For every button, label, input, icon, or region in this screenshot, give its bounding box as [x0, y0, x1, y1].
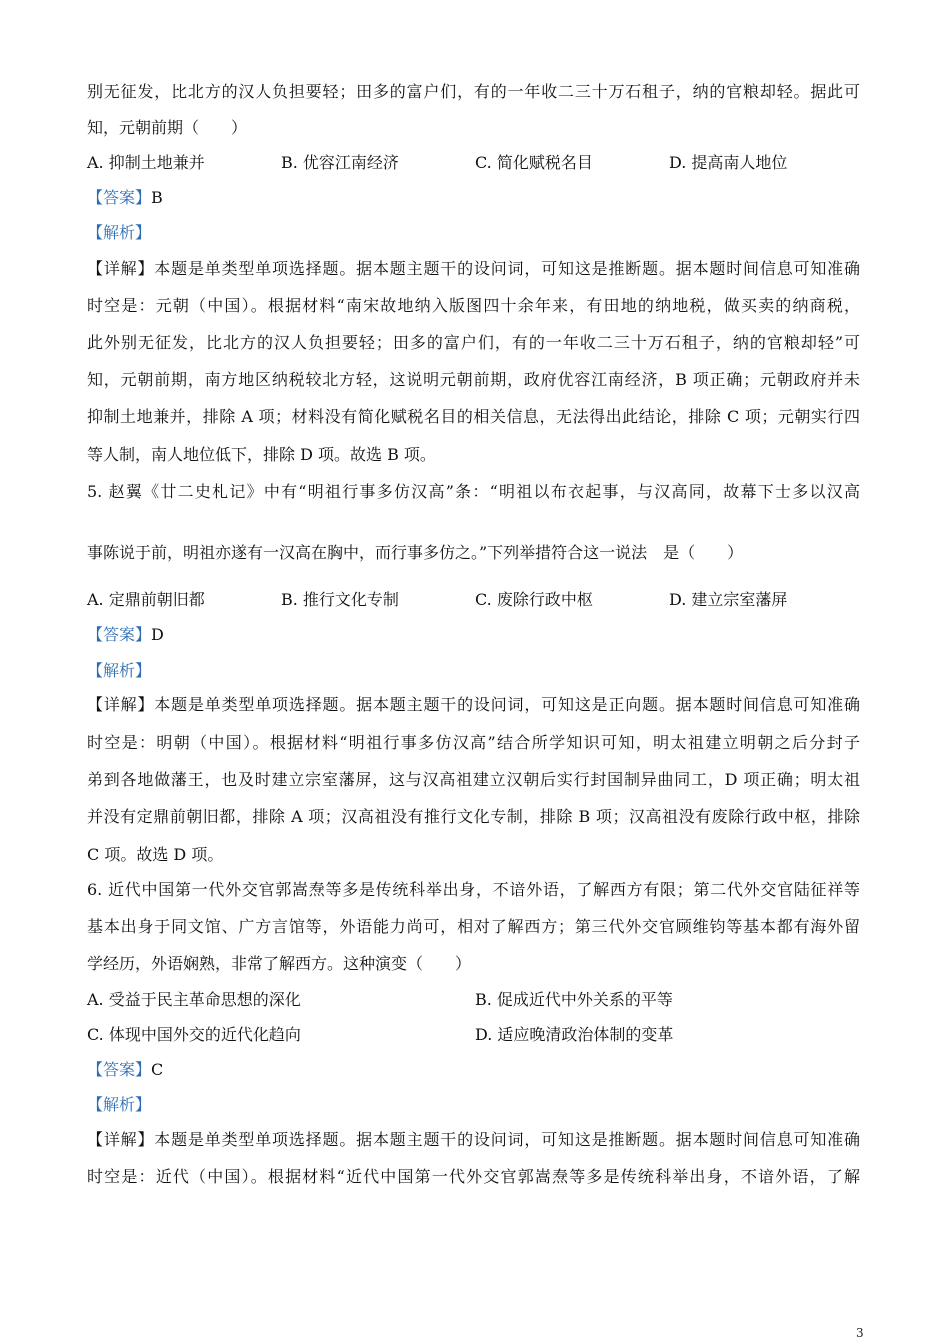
q4-detail-line-1: [87, 259, 860, 279]
q4-detail-line-3: 此外别无征发，比北方的汉人负担要轻；田多的富户们，有的一年收二三十万石租子，纳的官粮却轻”可: [87, 333, 860, 352]
q4-stem-line-2: 知，元朝前期（ ）: [87, 118, 248, 137]
q4-detail-line-4: 知，元朝前期，南方地区纳税较北方轻，这说明元朝前期，政府优容江南经济，B 项正确；元朝政府并未: [87, 370, 860, 389]
q5-answer-tag: 【答案】: [87, 625, 152, 644]
q6-option-c: C. 体现中国外交的近代化趋向: [87, 1025, 301, 1044]
q5-option-a: A. 定鼎前朝旧都: [87, 590, 205, 609]
q5-detail-text-1: 本题是单类型单项选择题。据本题主题干的设问词，可知这是正向题。据本题时间信息可知准确: [154, 695, 860, 714]
q4-detail-line-2: 时空是：元朝（中国）。根据材料“南宋故地纳入版图四十余年来，有田地的纳地税，做买卖的纳商税，: [87, 296, 860, 315]
q6-answer-value: C: [151, 1060, 164, 1079]
q5-answer-value: D: [151, 625, 164, 644]
q6-analysis-tag: 【解析】: [87, 1095, 152, 1114]
q4-detail-line-6: 等人制，南人地位低下，排除 D 项。故选 B 项。: [87, 445, 436, 464]
q4-analysis-tag: 【解析】: [87, 223, 152, 242]
q4-answer: [87, 188, 163, 208]
q5-option-b: B. 推行文化专制: [281, 590, 399, 609]
q5-answer: [87, 625, 164, 645]
q5-detail-line-2: 时空是：明朝（中国）。根据材料“明祖行事多仿汉高”结合所学知识可知，明太祖建立明朝之后分封子: [87, 733, 860, 752]
q5-analysis-heading: [87, 661, 151, 681]
q6-answer: [87, 1060, 163, 1080]
q6-stem-line-1: 6. 近代中国第一代外交官郭嵩焘等多是传统科举出身，不谙外语，了解西方有限；第二代外交官陆征祥等: [87, 880, 860, 899]
q4-option-a: A. 抑制土地兼并: [87, 153, 205, 172]
q4-option-c: C. 简化赋税名目: [475, 153, 593, 172]
q6-detail-line-2: 时空是：近代（中国）。根据材料“近代中国第一代外交官郭嵩焘等多是传统科举出身，不谙外语，了解: [87, 1167, 860, 1186]
q5-detail-line-4: 并没有定鼎前朝旧都，排除 A 项；汉高祖没有推行文化专制，排除 B 项；汉高祖没有废除行政中枢，排除: [87, 807, 860, 826]
q6-detail-text-1: 本题是单类型单项选择题。据本题主题干的设问词，可知这是推断题。据本题时间信息可知准确: [154, 1130, 860, 1149]
q4-analysis-heading: [87, 223, 151, 243]
q6-detail-line-1: [87, 1130, 860, 1150]
q6-analysis-heading: [87, 1095, 151, 1115]
q4-answer-value: B: [151, 188, 163, 207]
q5-detail-line-3: 弟到各地做藩王，也及时建立宗室藩屏，这与汉高祖建立汉朝后实行封国制异曲同工，D 项正确；明太祖: [87, 770, 860, 789]
q5-stem-line-2: 事陈说于前，明祖亦遂有一汉高在胸中，而行事多仿之。”下列举措符合这一说法 是（ ）: [87, 543, 744, 562]
q5-option-d: D. 建立宗室藩屏: [669, 590, 788, 609]
q4-option-d: D. 提高南人地位: [669, 153, 788, 172]
q5-detail-line-1: [87, 695, 860, 715]
q5-stem-line-1: 5. 赵翼《廿二史札记》中有“明祖行事多仿汉高”条：“明祖以布衣起事，与汉高同，故幕下士多以汉高: [87, 482, 860, 501]
q4-detail-line-5: 抑制土地兼并，排除 A 项；材料没有简化赋税名目的相关信息，无法得出此结论，排除 C 项；元朝实行四: [87, 407, 860, 426]
page-number: 3: [856, 1326, 864, 1340]
q6-option-d: D. 适应晚清政治体制的变革: [475, 1025, 674, 1044]
q6-option-a: A. 受益于民主革命思想的深化: [87, 990, 301, 1009]
q5-detail-line-5: C 项。故选 D 项。: [87, 845, 224, 864]
q4-stem-line-1: 别无征发，比北方的汉人负担要轻；田多的富户们，有的一年收二三十万石租子，纳的官粮却轻。据此可: [87, 82, 860, 101]
q6-option-b: B. 促成近代中外关系的平等: [475, 990, 673, 1009]
q4-answer-tag: 【答案】: [87, 188, 152, 207]
q5-detail-tag: 【详解】: [87, 695, 155, 714]
q6-stem-line-2: 基本出身于同文馆、广方言馆等，外语能力尚可，相对了解西方；第三代外交官顾维钧等基本都有海外留: [87, 917, 860, 936]
q4-detail-text-1: 本题是单类型单项选择题。据本题主题干的设问词，可知这是推断题。据本题时间信息可知准确: [154, 259, 860, 278]
q6-answer-tag: 【答案】: [87, 1060, 152, 1079]
q5-analysis-tag: 【解析】: [87, 661, 152, 680]
q4-detail-tag: 【详解】: [87, 259, 155, 278]
q6-stem-line-3: 学经历，外语娴熟，非常了解西方。这种演变（ ）: [87, 954, 472, 973]
q5-option-c: C. 废除行政中枢: [475, 590, 593, 609]
q4-option-b: B. 优容江南经济: [281, 153, 399, 172]
q6-detail-tag: 【详解】: [87, 1130, 155, 1149]
